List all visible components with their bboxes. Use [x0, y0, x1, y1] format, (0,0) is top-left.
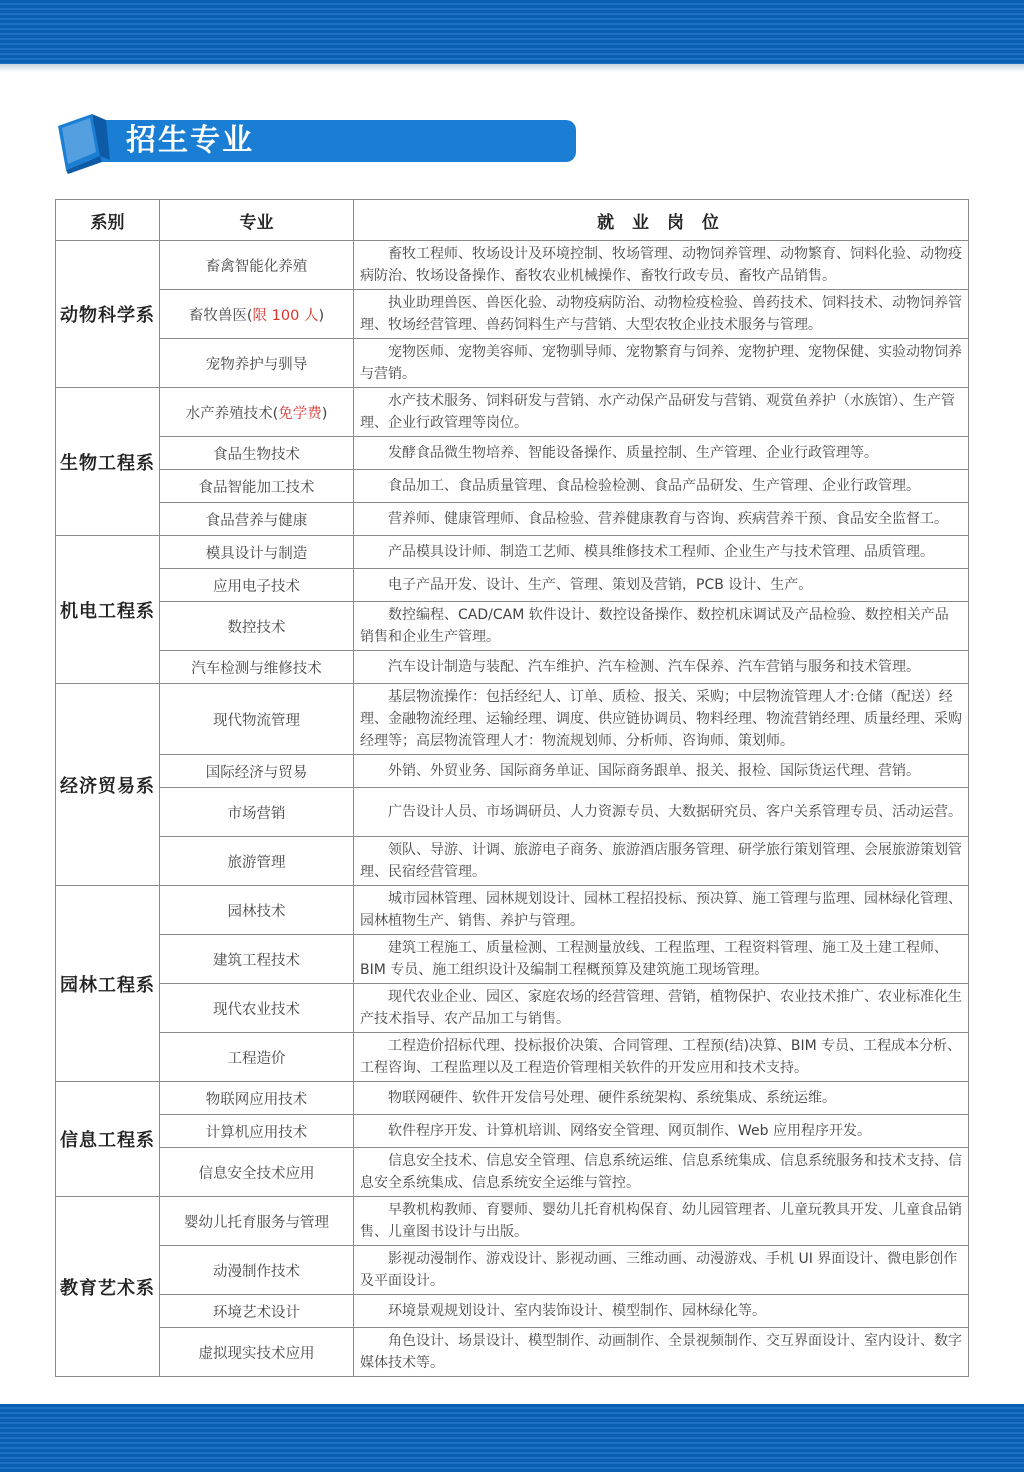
jobs-cell: 产品模具设计师、制造工艺师、模具维修技术工程师、企业生产与技术管理、品质管理。 [354, 536, 969, 569]
major-cell: 物联网应用技术 [160, 1082, 354, 1115]
table-row [56, 602, 969, 651]
major-suffix: ) [321, 405, 328, 422]
section-banner [52, 108, 576, 174]
jobs-cell: 角色设计、场景设计、模型制作、动画制作、全景视频制作、交互界面设计、室内设计、数字媒体技术等。 [354, 1328, 969, 1377]
dept-cell: 生物工程系 [56, 388, 160, 536]
table-row [56, 837, 969, 886]
jobs-cell: 宠物医师、宠物美容师、宠物驯导师、宠物繁育与饲养、宠物护理、宠物保健、实验动物饲养与营销。 [354, 339, 969, 388]
major-cell: 食品生物技术 [160, 437, 354, 470]
major-cell: 国际经济与贸易 [160, 755, 354, 788]
major-name: 水产养殖技术( [185, 405, 279, 422]
jobs-cell: 食品加工、食品质量管理、食品检验检测、食品产品研发、生产管理、企业行政管理。 [354, 470, 969, 503]
table-row [56, 388, 969, 437]
major-cell: 环境艺术设计 [160, 1295, 354, 1328]
jobs-cell: 外销、外贸业务、国际商务单证、国际商务跟单、报关、报检、国际货运代理、营销。 [354, 755, 969, 788]
majors-table [55, 199, 969, 1377]
jobs-cell: 广告设计人员、市场调研员、人力资源专员、大数据研究员、客户关系管理专员、活动运营。 [354, 788, 969, 837]
table-row [56, 1295, 969, 1328]
major-suffix: ) [318, 307, 325, 324]
major-cell: 信息安全技术应用 [160, 1148, 354, 1197]
jobs-cell: 营养师、健康管理师、食品检验、营养健康教育与咨询、疾病营养干预、食品安全监督工。 [354, 503, 969, 536]
table-row [56, 569, 969, 602]
table-row [56, 1033, 969, 1082]
major-cell: 现代物流管理 [160, 684, 354, 755]
jobs-cell: 执业助理兽医、兽医化验、动物疫病防治、动物检疫检验、兽药技术、饲料技术、动物饲养管理、牧场经营管理、兽药饲料生产与营销、大型农牧企业技术服务与管理。 [354, 290, 969, 339]
jobs-cell: 基层物流操作：包括经纪人、订单、质检、报关、采购；中层物流管理人才:仓储（配送）经理、金融物流经理、运输经理、调度、供应链协调员、物料经理、物流营销经理、质量经理、采购经理等；高层物流管理人才：物流规划师、分析师、咨询师、策划师。 [354, 684, 969, 755]
major-cell: 模具设计与制造 [160, 536, 354, 569]
table-row [56, 290, 969, 339]
table-row [56, 984, 969, 1033]
major-note: 限 100 人 [252, 307, 319, 324]
jobs-cell: 发酵食品微生物培养、智能设备操作、质量控制、生产管理、企业行政管理等。 [354, 437, 969, 470]
top-decorative-band [0, 0, 1024, 64]
table-row [56, 536, 969, 569]
major-cell [160, 388, 354, 437]
jobs-cell: 数控编程、CAD/CAM 软件设计、数控设备操作、数控机床调试及产品检验、数控相关产品销售和企业生产管理。 [354, 602, 969, 651]
header-jobs: 就 业 岗 位 [354, 200, 969, 241]
major-cell: 计算机应用技术 [160, 1115, 354, 1148]
jobs-cell: 城市园林管理、园林规划设计、园林工程招投标、预决算、施工管理与监理、园林绿化管理、园林植物生产、销售、养护与管理。 [354, 886, 969, 935]
major-cell: 应用电子技术 [160, 569, 354, 602]
jobs-cell: 现代农业企业、园区、家庭农场的经营管理、营销，植物保护、农业技术推广、农业标准化生产技术指导、农产品加工与销售。 [354, 984, 969, 1033]
table-row [56, 1197, 969, 1246]
jobs-cell: 物联网硬件、软件开发信号处理、硬件系统架构、系统集成、系统运维。 [354, 1082, 969, 1115]
major-cell: 市场营销 [160, 788, 354, 837]
major-cell: 数控技术 [160, 602, 354, 651]
jobs-cell: 领队、导游、计调、旅游电子商务、旅游酒店服务管理、研学旅行策划管理、会展旅游策划管理、民宿经营管理。 [354, 837, 969, 886]
table-row [56, 1328, 969, 1377]
table-row [56, 437, 969, 470]
major-name: 畜牧兽医( [188, 307, 253, 324]
major-cell: 食品智能加工技术 [160, 470, 354, 503]
table-row [56, 503, 969, 536]
section-title: 招生专业 [126, 123, 254, 158]
jobs-cell: 影视动漫制作、游戏设计、影视动画、三维动画、动漫游戏、手机 UI 界面设计、微电影创作及平面设计。 [354, 1246, 969, 1295]
dept-cell: 园林工程系 [56, 886, 160, 1082]
table-row [56, 1115, 969, 1148]
dept-cell: 机电工程系 [56, 536, 160, 684]
table-row [56, 1082, 969, 1115]
dept-cell: 教育艺术系 [56, 1197, 160, 1377]
jobs-cell: 信息安全技术、信息安全管理、信息系统运维、信息系统集成、信息系统服务和技术支持、信息安全系统集成、信息系统安全运维与管控。 [354, 1148, 969, 1197]
header-dept: 系别 [56, 200, 160, 241]
bottom-decorative-band [0, 1404, 1024, 1472]
jobs-cell: 汽车设计制造与装配、汽车维护、汽车检测、汽车保养、汽车营销与服务和技术管理。 [354, 651, 969, 684]
major-cell: 现代农业技术 [160, 984, 354, 1033]
jobs-cell: 工程造价招标代理、投标报价决策、合同管理、工程预(结)决算、BIM 专员、工程成本分析、工程咨询、工程监理以及工程造价管理相关软件的开发应用和技术支持。 [354, 1033, 969, 1082]
major-cell: 工程造价 [160, 1033, 354, 1082]
table-row [56, 241, 969, 290]
dept-cell: 动物科学系 [56, 241, 160, 388]
jobs-cell: 畜牧工程师、牧场设计及环境控制、牧场管理、动物饲养管理、动物繁育、饲料化验、动物疫病防治、牧场设备操作、畜牧农业机械操作、畜牧行政专员、畜牧产品销售。 [354, 241, 969, 290]
table-row [56, 755, 969, 788]
major-cell: 食品营养与健康 [160, 503, 354, 536]
major-cell: 旅游管理 [160, 837, 354, 886]
major-cell: 畜禽智能化养殖 [160, 241, 354, 290]
jobs-cell: 早教机构教师、育婴师、婴幼儿托育机构保育、幼儿园管理者、儿童玩教具开发、儿童食品销售、儿童图书设计与出版。 [354, 1197, 969, 1246]
table-header-row [56, 200, 969, 241]
major-cell: 宠物养护与驯导 [160, 339, 354, 388]
major-cell [160, 290, 354, 339]
table-row [56, 470, 969, 503]
jobs-cell: 建筑工程施工、质量检测、工程测量放线、工程监理、工程资料管理、施工及土建工程师、BIM 专员、施工组织设计及编制工程概预算及建筑施工现场管理。 [354, 935, 969, 984]
top-band-shadow [0, 64, 1024, 72]
table-row [56, 935, 969, 984]
table-row [56, 651, 969, 684]
jobs-cell: 软件程序开发、计算机培训、网络安全管理、网页制作、Web 应用程序开发。 [354, 1115, 969, 1148]
jobs-cell: 电子产品开发、设计、生产、管理、策划及营销，PCB 设计、生产。 [354, 569, 969, 602]
jobs-cell: 环境景观规划设计、室内装饰设计、模型制作、园林绿化等。 [354, 1295, 969, 1328]
major-cell: 婴幼儿托育服务与管理 [160, 1197, 354, 1246]
major-cell: 动漫制作技术 [160, 1246, 354, 1295]
major-note: 免学费 [278, 405, 322, 422]
jobs-cell: 水产技术服务、饲料研发与营销、水产动保产品研发与营销、观赏鱼养护（水族馆）、生产管理、企业行政管理等岗位。 [354, 388, 969, 437]
major-cell: 建筑工程技术 [160, 935, 354, 984]
table-row [56, 788, 969, 837]
dept-cell: 经济贸易系 [56, 684, 160, 886]
dept-cell: 信息工程系 [56, 1082, 160, 1197]
table-row [56, 1148, 969, 1197]
book-icon [52, 108, 112, 174]
table-row [56, 1246, 969, 1295]
table-row [56, 886, 969, 935]
header-major: 专业 [160, 200, 354, 241]
major-cell: 虚拟现实技术应用 [160, 1328, 354, 1377]
major-cell: 园林技术 [160, 886, 354, 935]
major-cell: 汽车检测与维修技术 [160, 651, 354, 684]
table-row [56, 684, 969, 755]
table-row [56, 339, 969, 388]
